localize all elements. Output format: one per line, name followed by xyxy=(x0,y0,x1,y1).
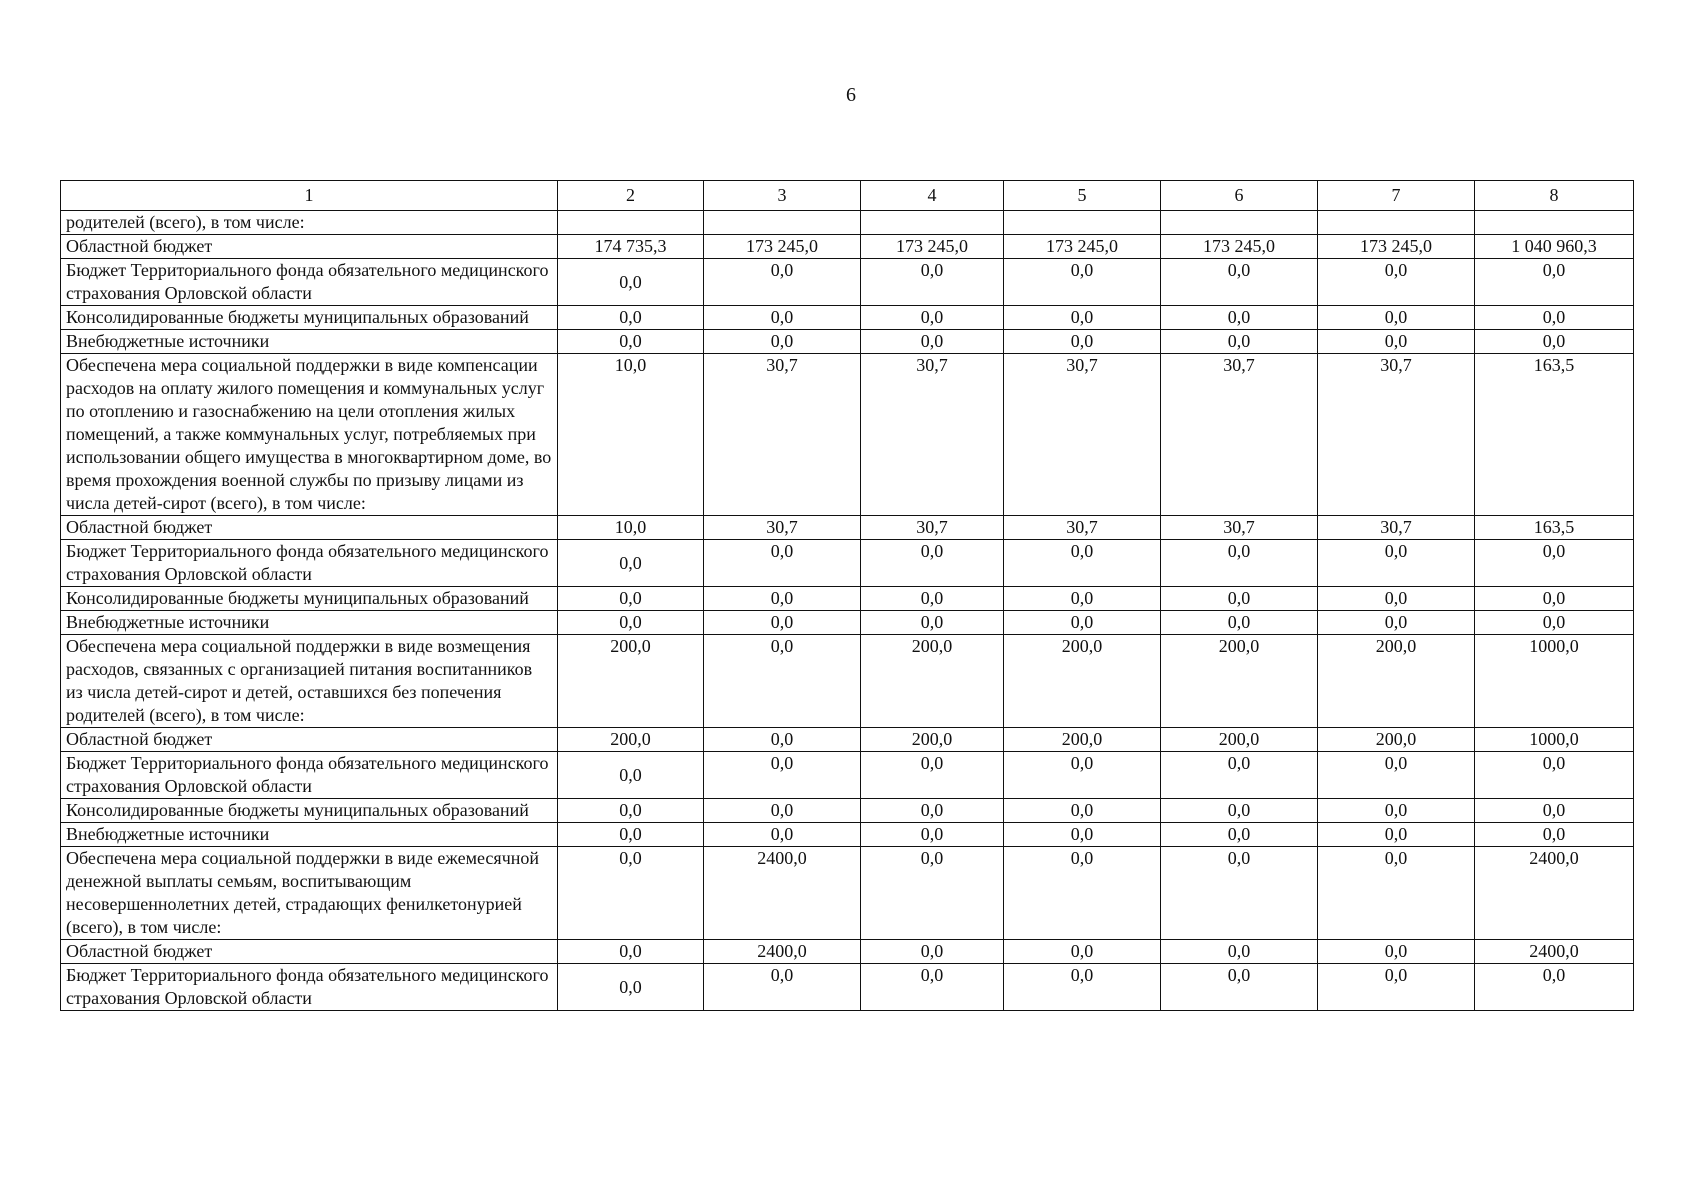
value-cell-col-4: 30,7 xyxy=(861,354,1004,516)
value-cell-col-7: 0,0 xyxy=(1318,752,1475,799)
value-cell-col-3: 30,7 xyxy=(704,354,861,516)
value-cell-col-3: 0,0 xyxy=(704,964,861,1011)
table-row xyxy=(61,847,1634,940)
table-row xyxy=(61,964,1634,1011)
value-cell-col-8: 0,0 xyxy=(1475,823,1634,847)
row-label: Внебюджетные источники xyxy=(61,823,558,847)
value-cell-col-3: 173 245,0 xyxy=(704,235,861,259)
table-row xyxy=(61,823,1634,847)
row-label: Консолидированные бюджеты муниципальных образований xyxy=(61,306,558,330)
column-header-7: 7 xyxy=(1318,181,1475,211)
value-cell-col-8: 1000,0 xyxy=(1475,635,1634,728)
value-cell-col-3 xyxy=(704,211,861,235)
value-cell-col-2: 200,0 xyxy=(558,728,704,752)
table-row xyxy=(61,540,1634,587)
value-cell-col-7: 0,0 xyxy=(1318,611,1475,635)
value-cell-col-8: 163,5 xyxy=(1475,354,1634,516)
value-cell-col-4: 0,0 xyxy=(861,259,1004,306)
row-label: Внебюджетные источники xyxy=(61,330,558,354)
value-cell-col-4: 0,0 xyxy=(861,540,1004,587)
row-label: Бюджет Территориального фонда обязательного медицинского страхования Орловской области xyxy=(61,540,558,587)
value-cell-col-4: 200,0 xyxy=(861,728,1004,752)
value-cell-col-2: 200,0 xyxy=(558,635,704,728)
value-cell-col-7: 0,0 xyxy=(1318,799,1475,823)
table-row xyxy=(61,940,1634,964)
value-cell-col-7: 173 245,0 xyxy=(1318,235,1475,259)
value-cell-col-6: 0,0 xyxy=(1161,587,1318,611)
value-cell-col-3: 0,0 xyxy=(704,799,861,823)
value-cell-col-3: 0,0 xyxy=(704,259,861,306)
table-row xyxy=(61,728,1634,752)
value-cell-col-4: 173 245,0 xyxy=(861,235,1004,259)
value-cell-col-6: 0,0 xyxy=(1161,259,1318,306)
value-cell-col-3: 0,0 xyxy=(704,540,861,587)
value-cell-col-6: 0,0 xyxy=(1161,964,1318,1011)
value-cell-col-8: 0,0 xyxy=(1475,259,1634,306)
row-label: Областной бюджет xyxy=(61,516,558,540)
value-cell-col-2: 0,0 xyxy=(558,611,704,635)
row-label: Областной бюджет xyxy=(61,940,558,964)
value-cell-col-6: 0,0 xyxy=(1161,823,1318,847)
value-cell-col-8: 163,5 xyxy=(1475,516,1634,540)
value-cell-col-2: 0,0 xyxy=(558,306,704,330)
value-cell-col-3: 0,0 xyxy=(704,728,861,752)
value-cell-col-7: 30,7 xyxy=(1318,354,1475,516)
value-cell-col-5: 30,7 xyxy=(1004,516,1161,540)
row-label: Консолидированные бюджеты муниципальных образований xyxy=(61,799,558,823)
value-cell-col-8: 0,0 xyxy=(1475,964,1634,1011)
value-cell-col-2: 0,0 xyxy=(558,964,704,1011)
value-cell-col-4: 0,0 xyxy=(861,330,1004,354)
value-cell-col-6: 200,0 xyxy=(1161,635,1318,728)
row-label: Обеспечена мера социальной поддержки в виде ежемесячной денежной выплаты семьям, воспитывающим несовершеннолетних детей, страдающих фенилкетонурией (всего), в том числе: xyxy=(61,847,558,940)
value-cell-col-6: 0,0 xyxy=(1161,611,1318,635)
value-cell-col-8: 0,0 xyxy=(1475,540,1634,587)
row-label: Бюджет Территориального фонда обязательного медицинского страхования Орловской области xyxy=(61,259,558,306)
row-label: Областной бюджет xyxy=(61,235,558,259)
value-cell-col-4 xyxy=(861,211,1004,235)
value-cell-col-5: 0,0 xyxy=(1004,799,1161,823)
value-cell-col-5: 0,0 xyxy=(1004,540,1161,587)
value-cell-col-3: 0,0 xyxy=(704,330,861,354)
value-cell-col-8 xyxy=(1475,211,1634,235)
value-cell-col-2: 0,0 xyxy=(558,540,704,587)
value-cell-col-4: 0,0 xyxy=(861,611,1004,635)
value-cell-col-8: 0,0 xyxy=(1475,330,1634,354)
value-cell-col-4: 0,0 xyxy=(861,940,1004,964)
value-cell-col-5: 0,0 xyxy=(1004,611,1161,635)
table-row xyxy=(61,306,1634,330)
table-row xyxy=(61,587,1634,611)
value-cell-col-2: 10,0 xyxy=(558,354,704,516)
value-cell-col-8: 0,0 xyxy=(1475,306,1634,330)
page-number: 6 xyxy=(846,84,856,106)
value-cell-col-6: 173 245,0 xyxy=(1161,235,1318,259)
value-cell-col-4: 0,0 xyxy=(861,587,1004,611)
budget-table-container xyxy=(60,180,1633,1011)
value-cell-col-7: 200,0 xyxy=(1318,635,1475,728)
value-cell-col-8: 0,0 xyxy=(1475,752,1634,799)
value-cell-col-8: 0,0 xyxy=(1475,611,1634,635)
value-cell-col-4: 0,0 xyxy=(861,964,1004,1011)
table-body xyxy=(61,211,1634,1011)
column-header-2: 2 xyxy=(558,181,704,211)
value-cell-col-7: 0,0 xyxy=(1318,940,1475,964)
column-header-8: 8 xyxy=(1475,181,1634,211)
value-cell-col-7: 0,0 xyxy=(1318,259,1475,306)
table-row xyxy=(61,330,1634,354)
value-cell-col-2: 0,0 xyxy=(558,330,704,354)
value-cell-col-6: 0,0 xyxy=(1161,306,1318,330)
value-cell-col-5: 0,0 xyxy=(1004,306,1161,330)
value-cell-col-5: 0,0 xyxy=(1004,847,1161,940)
value-cell-col-8: 0,0 xyxy=(1475,587,1634,611)
table-row xyxy=(61,635,1634,728)
value-cell-col-5: 200,0 xyxy=(1004,635,1161,728)
row-label: родителей (всего), в том числе: xyxy=(61,211,558,235)
value-cell-col-5: 30,7 xyxy=(1004,354,1161,516)
value-cell-col-2: 0,0 xyxy=(558,940,704,964)
value-cell-col-7: 0,0 xyxy=(1318,964,1475,1011)
value-cell-col-7: 30,7 xyxy=(1318,516,1475,540)
value-cell-col-3: 0,0 xyxy=(704,611,861,635)
column-header-1: 1 xyxy=(61,181,558,211)
value-cell-col-5: 0,0 xyxy=(1004,330,1161,354)
value-cell-col-6: 200,0 xyxy=(1161,728,1318,752)
value-cell-col-7: 0,0 xyxy=(1318,306,1475,330)
value-cell-col-5: 0,0 xyxy=(1004,587,1161,611)
value-cell-col-4: 0,0 xyxy=(861,306,1004,330)
value-cell-col-6: 30,7 xyxy=(1161,354,1318,516)
table-row xyxy=(61,259,1634,306)
value-cell-col-8: 0,0 xyxy=(1475,799,1634,823)
value-cell-col-2: 0,0 xyxy=(558,587,704,611)
value-cell-col-3: 2400,0 xyxy=(704,940,861,964)
row-label: Обеспечена мера социальной поддержки в виде компенсации расходов на оплату жилого помещения и коммунальных услуг по отоплению и газоснабжению на цели отопления жилых помещений, а также коммунальных услуг, потребляемых при использовании общего имущества в многоквартирном доме, во время прохождения военной службы по призыву лицами из числа детей-сирот (всего), в том числе: xyxy=(61,354,558,516)
value-cell-col-4: 0,0 xyxy=(861,752,1004,799)
value-cell-col-3: 0,0 xyxy=(704,587,861,611)
table-row xyxy=(61,752,1634,799)
value-cell-col-6: 0,0 xyxy=(1161,540,1318,587)
table-row xyxy=(61,235,1634,259)
value-cell-col-5: 0,0 xyxy=(1004,259,1161,306)
table-row xyxy=(61,611,1634,635)
value-cell-col-6 xyxy=(1161,211,1318,235)
value-cell-col-6: 0,0 xyxy=(1161,799,1318,823)
table-header xyxy=(61,181,1634,211)
row-label: Внебюджетные источники xyxy=(61,611,558,635)
value-cell-col-4: 0,0 xyxy=(861,799,1004,823)
value-cell-col-5: 200,0 xyxy=(1004,728,1161,752)
column-header-3: 3 xyxy=(704,181,861,211)
value-cell-col-3: 0,0 xyxy=(704,823,861,847)
value-cell-col-2: 174 735,3 xyxy=(558,235,704,259)
value-cell-col-8: 2400,0 xyxy=(1475,940,1634,964)
value-cell-col-3: 0,0 xyxy=(704,752,861,799)
row-label: Обеспечена мера социальной поддержки в виде возмещения расходов, связанных с организацией питания воспитанников из числа детей-сирот и детей, оставшихся без попечения родителей (всего), в том числе: xyxy=(61,635,558,728)
row-label: Бюджет Территориального фонда обязательного медицинского страхования Орловской области xyxy=(61,964,558,1011)
value-cell-col-3: 30,7 xyxy=(704,516,861,540)
value-cell-col-4: 0,0 xyxy=(861,847,1004,940)
value-cell-col-6: 0,0 xyxy=(1161,752,1318,799)
value-cell-col-3: 2400,0 xyxy=(704,847,861,940)
value-cell-col-5: 0,0 xyxy=(1004,964,1161,1011)
value-cell-col-2: 0,0 xyxy=(558,799,704,823)
value-cell-col-6: 0,0 xyxy=(1161,940,1318,964)
value-cell-col-7 xyxy=(1318,211,1475,235)
value-cell-col-2: 0,0 xyxy=(558,259,704,306)
value-cell-col-8: 1000,0 xyxy=(1475,728,1634,752)
table-row xyxy=(61,211,1634,235)
budget-table xyxy=(60,180,1634,1011)
value-cell-col-4: 200,0 xyxy=(861,635,1004,728)
table-row xyxy=(61,799,1634,823)
value-cell-col-7: 0,0 xyxy=(1318,587,1475,611)
value-cell-col-2: 0,0 xyxy=(558,847,704,940)
value-cell-col-3: 0,0 xyxy=(704,306,861,330)
table-row xyxy=(61,516,1634,540)
value-cell-col-6: 0,0 xyxy=(1161,330,1318,354)
row-label: Консолидированные бюджеты муниципальных образований xyxy=(61,587,558,611)
value-cell-col-5 xyxy=(1004,211,1161,235)
value-cell-col-5: 0,0 xyxy=(1004,940,1161,964)
value-cell-col-2: 10,0 xyxy=(558,516,704,540)
value-cell-col-7: 0,0 xyxy=(1318,540,1475,587)
value-cell-col-5: 0,0 xyxy=(1004,823,1161,847)
table-row xyxy=(61,354,1634,516)
header-row xyxy=(61,181,1634,211)
value-cell-col-6: 0,0 xyxy=(1161,847,1318,940)
value-cell-col-2: 0,0 xyxy=(558,823,704,847)
value-cell-col-8: 1 040 960,3 xyxy=(1475,235,1634,259)
row-label: Бюджет Территориального фонда обязательного медицинского страхования Орловской области xyxy=(61,752,558,799)
value-cell-col-7: 0,0 xyxy=(1318,823,1475,847)
value-cell-col-3: 0,0 xyxy=(704,635,861,728)
row-label: Областной бюджет xyxy=(61,728,558,752)
value-cell-col-5: 0,0 xyxy=(1004,752,1161,799)
value-cell-col-5: 173 245,0 xyxy=(1004,235,1161,259)
value-cell-col-2 xyxy=(558,211,704,235)
column-header-5: 5 xyxy=(1004,181,1161,211)
column-header-4: 4 xyxy=(861,181,1004,211)
value-cell-col-7: 200,0 xyxy=(1318,728,1475,752)
value-cell-col-2: 0,0 xyxy=(558,752,704,799)
value-cell-col-4: 30,7 xyxy=(861,516,1004,540)
column-header-6: 6 xyxy=(1161,181,1318,211)
value-cell-col-6: 30,7 xyxy=(1161,516,1318,540)
value-cell-col-7: 0,0 xyxy=(1318,847,1475,940)
value-cell-col-8: 2400,0 xyxy=(1475,847,1634,940)
value-cell-col-4: 0,0 xyxy=(861,823,1004,847)
value-cell-col-7: 0,0 xyxy=(1318,330,1475,354)
